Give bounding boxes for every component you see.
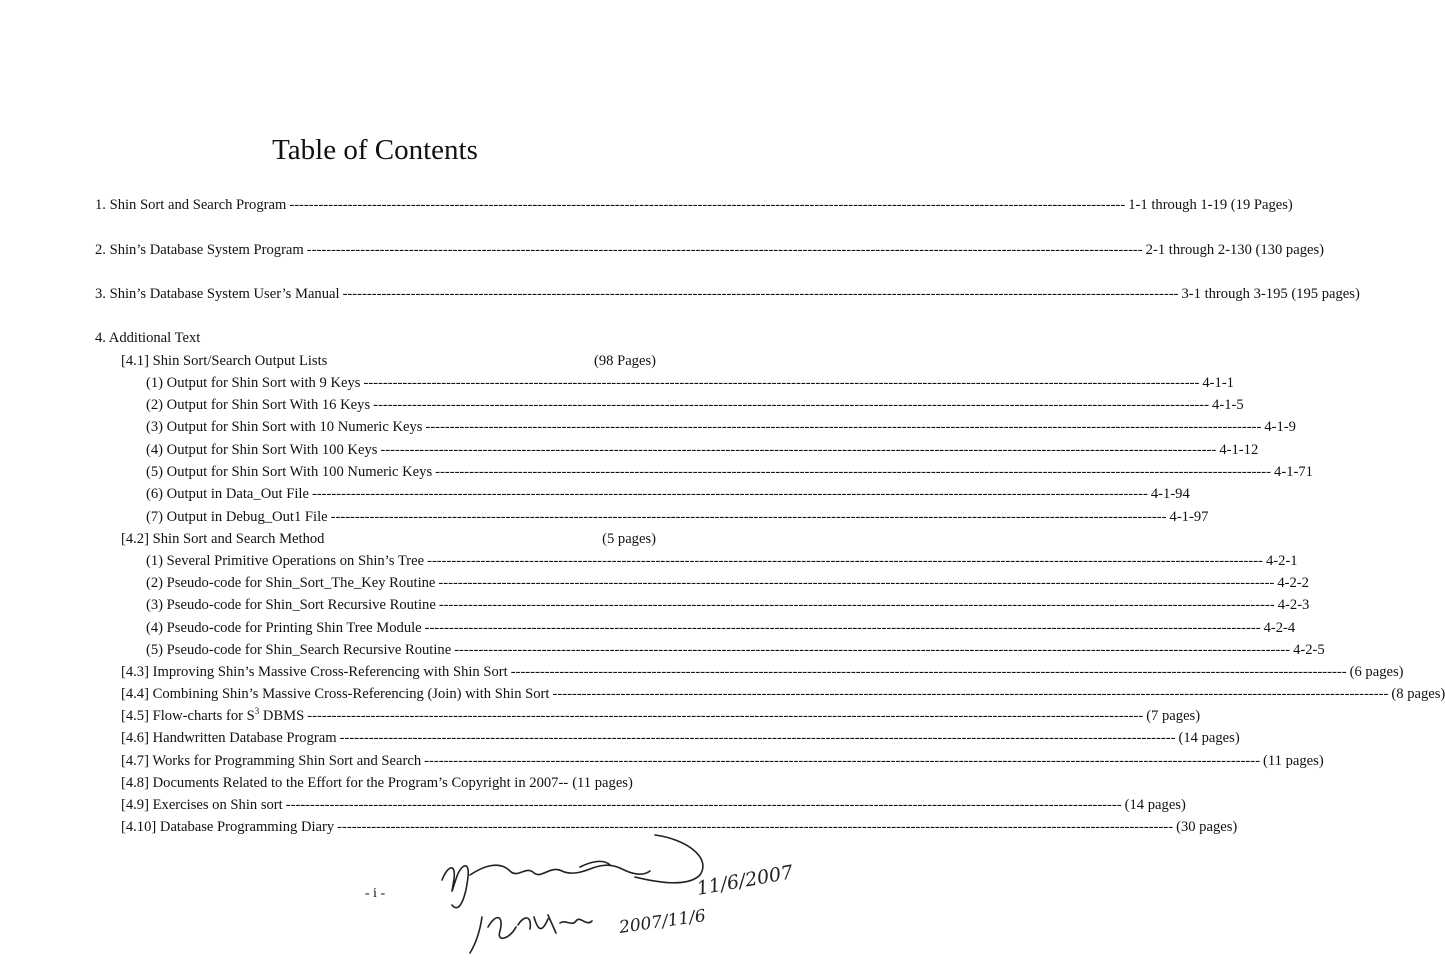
leader-dots [552,684,1388,704]
signature-date-2: 2007/11/6 [617,906,708,938]
leader-dots [425,417,1261,437]
toc-item-text: (3) Output for Shin Sort with 10 Numeric Keys [146,419,423,435]
toc-item-text: (6) Output in Data_Out File [146,486,309,502]
toc-subsection-4-2 [121,529,656,549]
toc-subsection-pages: (98 Pages) [593,353,656,369]
toc-item-page: 4-2-2 [1277,575,1309,591]
toc-subsection-pages: (11 pages) [572,775,633,791]
toc-subsection-pages: (30 pages) [1176,819,1238,835]
leader-dots [312,484,1148,504]
signature-date-1: 11/6/2007 [695,861,795,900]
toc-subsection-label [121,706,304,727]
toc-item-text: (2) Pseudo-code for Shin_Sort_The_Key Routine [146,575,436,591]
toc-item-text: (7) Output in Debug_Out1 File [146,509,328,525]
toc-subsection-4-10 [121,817,1238,837]
leader-dots [307,706,1143,726]
signature-stroke [580,861,610,867]
toc-entry-pages: 2-1 through 2-130 (130 pages) [1145,242,1325,258]
leader-dots [424,751,1260,771]
leader-dots [363,373,1199,393]
toc-item [146,440,1259,460]
toc-item-page: 4-1-94 [1150,486,1190,502]
toc-subsection-pages: (14 pages) [1124,797,1186,813]
toc-entry-text: 3. Shin’s Database System User’s Manual [95,286,340,302]
leader-dots [454,640,1290,660]
toc-subsection-label: [4.8] Documents Related to the Effort for the Program’s Copyright in 2007-- [121,775,569,791]
toc-item [146,573,1309,593]
superscript: 3 [254,706,260,716]
toc-item [146,417,1296,437]
toc-subsection-4-6 [121,728,1240,748]
toc-subsection-4-1 [121,351,656,371]
page-title: Table of Contents [272,134,478,166]
toc-entry-1 [95,195,1293,215]
toc-item-page: 4-1-5 [1212,397,1244,413]
toc-item-page: 4-2-4 [1263,620,1296,636]
toc-item [146,618,1296,638]
signature-stroke [442,865,650,907]
leader-dots [427,551,1263,571]
toc-item [146,640,1325,660]
toc-item-page: 4-2-5 [1293,642,1325,658]
toc-subsection-pages: (7 pages) [1146,708,1201,724]
leader-dots [307,240,1143,260]
toc-item-text: (4) Output for Shin Sort With 100 Keys [146,442,378,458]
toc-entry-pages: 1-1 through 1-19 (19 Pages) [1128,197,1293,213]
toc-item-page: 4-1-71 [1274,464,1313,480]
leader-dots [289,195,1125,215]
leader-dots [286,795,1122,815]
leader-dots [340,728,1176,748]
toc-subsection-4-9 [121,795,1186,815]
toc-entry-3 [95,284,1360,304]
toc-item-page: 4-2-3 [1277,597,1310,613]
toc-item-page: 4-1-9 [1264,419,1296,435]
toc-subsection-label: [4.3] Improving Shin’s Massive Cross-Referencing with Shin Sort [121,664,508,680]
toc-subsection-label: [4.7] Works for Programming Shin Sort and Search [121,753,422,769]
toc-item-text: (1) Output for Shin Sort with 9 Keys [146,375,361,391]
toc-item [146,595,1310,615]
toc-item-text: (4) Pseudo-code for Printing Shin Tree Module [146,620,422,636]
toc-subsection-label: [4.6] Handwritten Database Program [121,730,337,746]
leader-dots [331,507,1167,527]
toc-subsection-label: [4.1] Shin Sort/Search Output Lists [121,353,328,369]
toc-item [146,462,1313,482]
toc-item-text: (3) Pseudo-code for Shin_Sort Recursive Routine [146,597,436,613]
signature-stroke [470,915,592,953]
toc-item-text: (5) Output for Shin Sort With 100 Numeric Keys [146,464,433,480]
toc-subsection-pages: (14 pages) [1178,730,1240,746]
toc-item-page: 4-1-97 [1169,509,1209,525]
toc-subsection-label: [4.4] Combining Shin’s Massive Cross-Referencing (Join) with Shin Sort [121,686,550,702]
toc-item-text: (1) Several Primitive Operations on Shin’s Tree [146,553,425,569]
toc-item [146,551,1298,571]
toc-item-text: (5) Pseudo-code for Shin_Search Recursive Routine [146,642,452,658]
toc-subsection-pages: (8 pages) [1391,686,1445,702]
toc-item-text: (2) Output for Shin Sort With 16 Keys [146,397,371,413]
toc-subsection-label: [4.2] Shin Sort and Search Method [121,531,325,547]
toc-subsection-label: [4.10] Database Programming Diary [121,819,335,835]
toc-entry-pages: 3-1 through 3-195 (195 pages) [1181,286,1360,302]
toc-subsection-pages: (11 pages) [1263,753,1324,769]
leader-dots [438,573,1274,593]
leader-dots [373,395,1209,415]
toc-item [146,507,1209,527]
toc-entry-4 [95,328,656,348]
toc-entry-text: 4. Additional Text [95,330,201,346]
signature-stroke [635,835,703,883]
toc-subsection-4-4 [121,684,1445,704]
leader-dots [435,462,1271,482]
toc-subsection-pages: (5 pages) [602,531,656,547]
toc-subsection-4-5 [121,706,1201,727]
toc-entry-text: 2. Shin’s Database System Program [95,242,304,258]
toc-subsection-4-7 [121,751,1324,771]
leader-dots [425,618,1261,638]
label-part: [4.5] Flow-charts for S [121,708,255,724]
toc-item-page: 4-1-1 [1202,375,1234,391]
toc-item [146,484,1190,504]
toc-item-page: 4-2-1 [1265,553,1298,569]
toc-entry-text: 1. Shin Sort and Search Program [95,197,287,213]
toc-subsection-4-8 [121,773,656,793]
leader-dots [511,662,1347,682]
leader-dots [439,595,1275,615]
label-part: DBMS [259,708,305,724]
toc-entry-2 [95,240,1325,260]
toc-subsection-label: [4.9] Exercises on Shin sort [121,797,283,813]
leader-dots [343,284,1179,304]
leader-dots [337,817,1173,837]
toc-item-page: 4-1-12 [1219,442,1259,458]
page-number: - i - [364,886,386,901]
handwritten-signature [430,835,795,977]
toc-subsection-pages: (6 pages) [1349,664,1404,680]
toc-item [146,395,1244,415]
toc-subsection-4-3 [121,662,1404,682]
toc-item [146,373,1234,393]
leader-dots [380,440,1216,460]
